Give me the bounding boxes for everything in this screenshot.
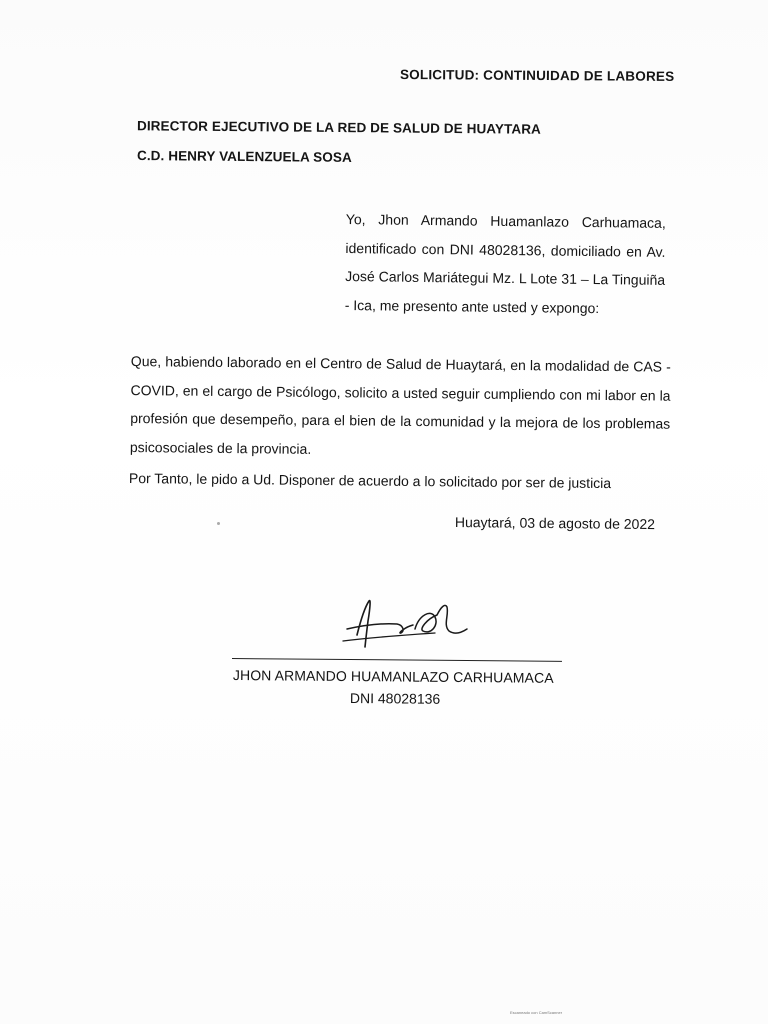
scanner-watermark: Escaneado con CamScanner xyxy=(510,1010,563,1015)
body-paragraph: Que, habiendo laborado en el Centro de Salud de Huaytará, en la modalidad de CAS - COVID, en el cargo de Psicólogo, solicito a usted seguir cumpliendo con mi labor en la profesión que desempeño, para el bien de la comunidad y la mejora de los problemas psicosociales de la provincia. xyxy=(129,352,671,457)
addressee-title: DIRECTOR EJECUTIVO DE LA RED DE SALUD DE HUAYTARA xyxy=(136,118,542,137)
intro-paragraph: Yo, Jhon Armando Huamanlazo Carhuamaca, identificado con DNI 48028136, domiciliado en Av. José Carlos Mariátegui Mz. L Lote 31 – La Tinguiña - Ica, me presento ante usted y expongo: xyxy=(344,210,666,316)
closing-line: Por Tanto, le pido a Ud. Disponer de acuerdo a lo solicitado por ser de justicia xyxy=(128,470,612,492)
addressee-name: C.D. HENRY VALENZUELA SOSA xyxy=(136,148,352,165)
scan-speck xyxy=(217,522,220,525)
signature-line xyxy=(232,658,562,662)
signer-name: JHON ARMANDO HUAMANLAZO CARHUAMACA xyxy=(232,667,554,686)
signer-dni: DNI 48028136 xyxy=(349,690,441,707)
date-line: Huaytará, 03 de agosto de 2022 xyxy=(454,514,656,533)
subject-line: SOLICITUD: CONTINUIDAD DE LABORES xyxy=(399,67,675,84)
handwritten-signature xyxy=(335,585,475,655)
